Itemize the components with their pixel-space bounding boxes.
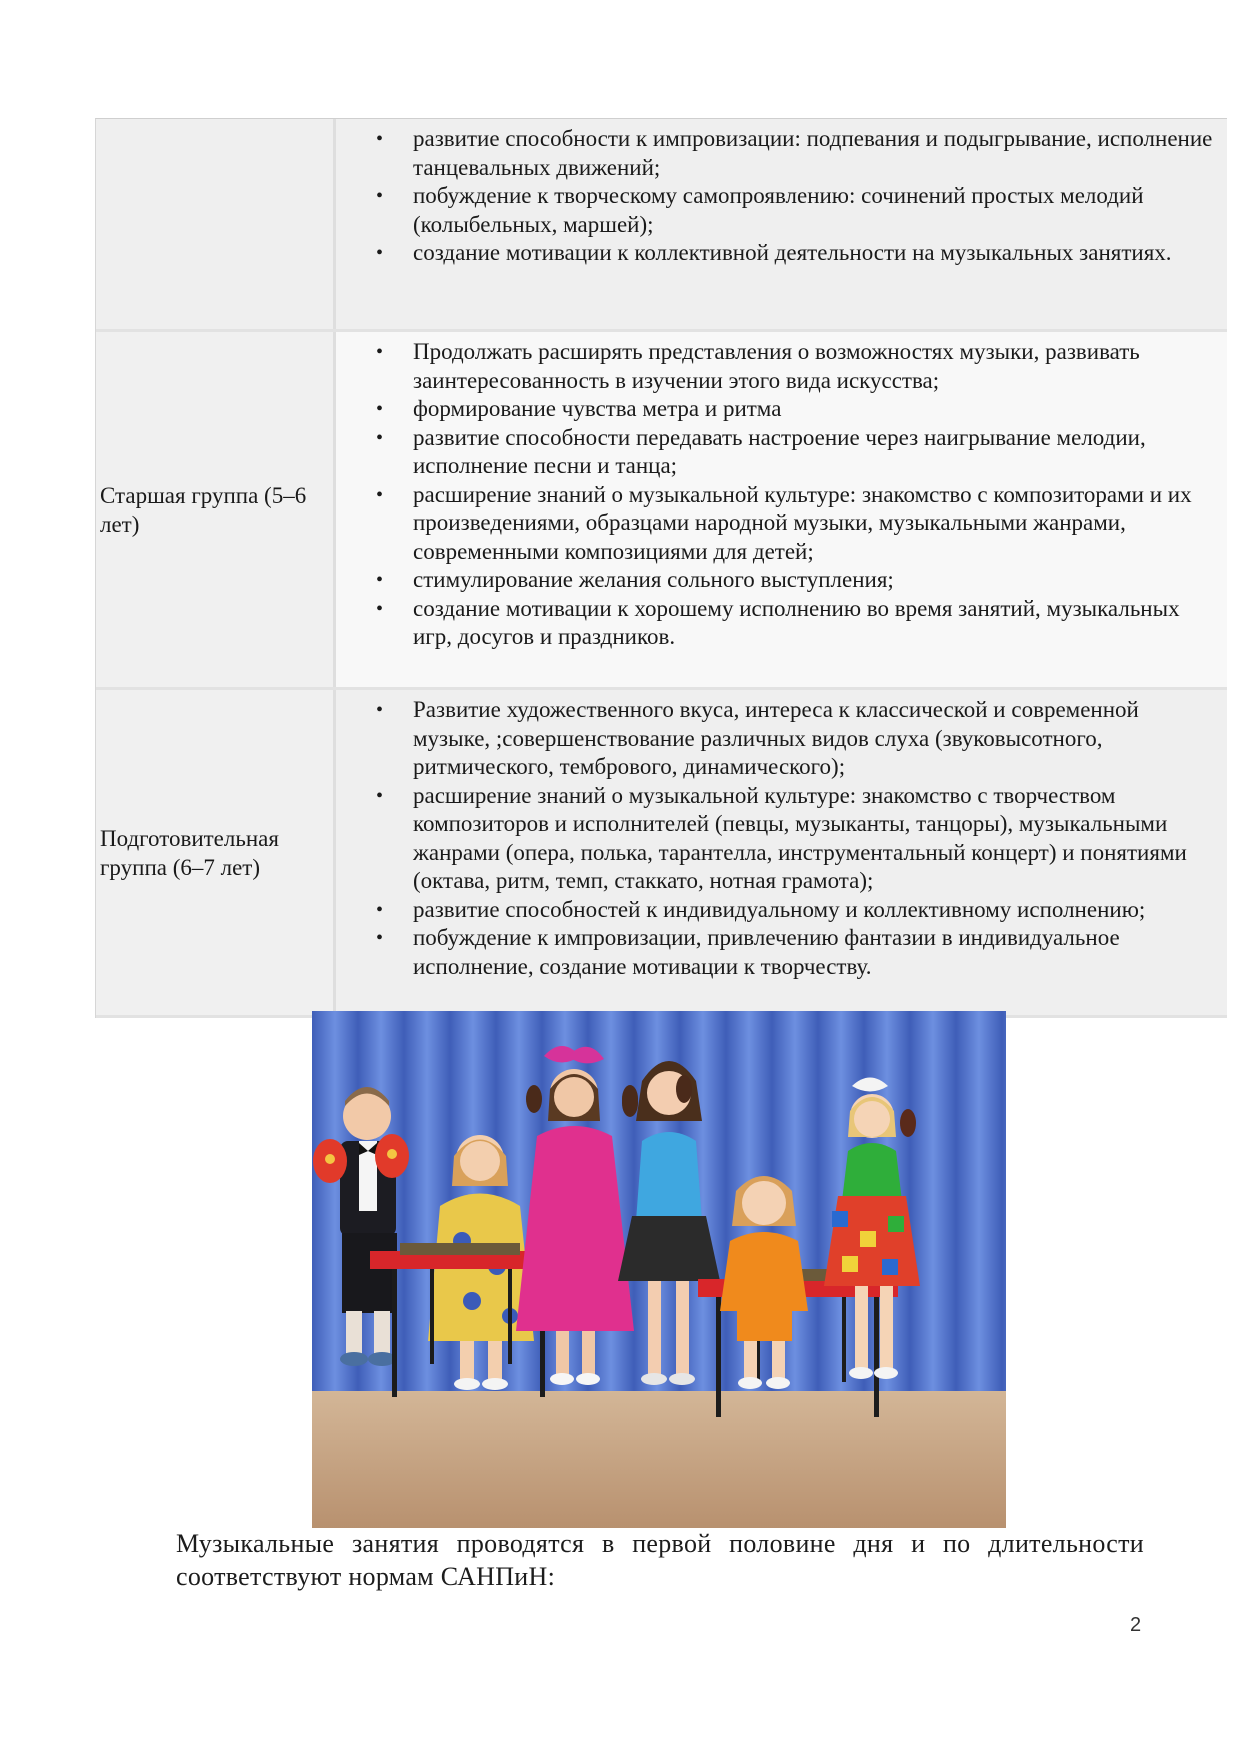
bullet-icon: • xyxy=(376,341,384,363)
bullet-icon: • xyxy=(376,898,384,921)
caption-line: Музыкальные занятия проводятся в первой половине дня и по длительности xyxy=(176,1529,1144,1558)
bullet-icon: • xyxy=(376,398,384,420)
bullet-icon: • xyxy=(376,242,384,264)
tasks-list xyxy=(336,125,1227,268)
table-row xyxy=(96,119,1227,332)
list-item: • побуждение к импровизации, привлечению фантазии в индивидуальное исполнение, создание мотивации к творчеству. xyxy=(376,925,1120,979)
group-label: Подготовительная группа (6–7 лет) xyxy=(100,825,279,880)
tasks-cell xyxy=(336,690,1227,1015)
bullet-icon: • xyxy=(376,784,384,807)
bullet-icon: • xyxy=(376,699,384,721)
caption-line: соответствуют нормам САНПиН: xyxy=(176,1562,556,1591)
list-item: • расширение знаний о музыкальной культуре: знакомство с творчеством композиторов и исполнителей (певцы, музыканты, танцоры), музыкальными жанрами (опера, полька, тарантелла, инструментальный концерт) и понятиями (октава, ритм, темп, стаккато, нотная грамота); xyxy=(376,782,1187,893)
list-item: • расширение знаний о музыкальной культуре: знакомство с композиторами и их произведениями, образцами народной музыки, музыкальными жанрами, современными композициями для детей; xyxy=(376,481,1192,564)
list-item: • развитие способности к импровизации: подпевания и подыгрывание, исполнение танцевальных движений; xyxy=(376,126,1213,180)
list-item: • формирование чувства метра и ритма xyxy=(96,395,1227,424)
tasks-list xyxy=(336,338,1227,652)
children-with-instruments-photo xyxy=(312,1011,1006,1528)
music-program-table xyxy=(95,118,1227,1018)
tasks-cell xyxy=(336,119,1227,329)
list-item: • создание мотивации к хорошему исполнению во время занятий, музыкальных игр, досугов и праздников. xyxy=(376,595,1180,649)
tasks-cell xyxy=(336,332,1227,687)
page-number: 2 xyxy=(1130,1614,1142,1636)
bullet-icon: • xyxy=(376,597,384,620)
bullet-icon: • xyxy=(376,927,384,949)
list-item: • Продолжать расширять представления о возможностях музыки, развивать заинтересованность в изучении этого вида искусства; xyxy=(376,339,1140,393)
list-item: • развитие способности передавать настроение через наигрывание мелодии, исполнение песни и танца; xyxy=(376,424,1146,478)
table-row xyxy=(96,332,1227,690)
list-item: • развитие способностей к индивидуальному и коллективному исполнению; xyxy=(96,896,1227,925)
list-item: • стимулирование желания сольного выступления; xyxy=(96,566,1227,595)
list-item: • Развитие художественного вкуса, интереса к классической и современной музыке, ;совершенствование различных видов слуха (звуковысотного, ритмического, тембрового, динамического); xyxy=(376,697,1139,779)
bullet-icon: • xyxy=(376,569,384,591)
bullet-icon: • xyxy=(376,426,384,449)
list-item: • создание мотивации к коллективной деятельности на музыкальных занятиях. xyxy=(96,239,1227,268)
bullet-icon: • xyxy=(376,483,384,506)
list-item: • побуждение к творческому самопроявлению: сочинений простых мелодий (колыбельных, маршей); xyxy=(376,183,1144,237)
photo-illustration xyxy=(312,1011,1006,1528)
bullet-icon: • xyxy=(376,128,384,150)
group-label: Старшая группа (5–6 лет) xyxy=(100,482,307,537)
tasks-list xyxy=(336,696,1227,981)
floor xyxy=(312,1391,1006,1528)
caption-paragraph xyxy=(176,1527,1144,1593)
table-row xyxy=(96,690,1227,1018)
bullet-icon: • xyxy=(376,185,384,207)
